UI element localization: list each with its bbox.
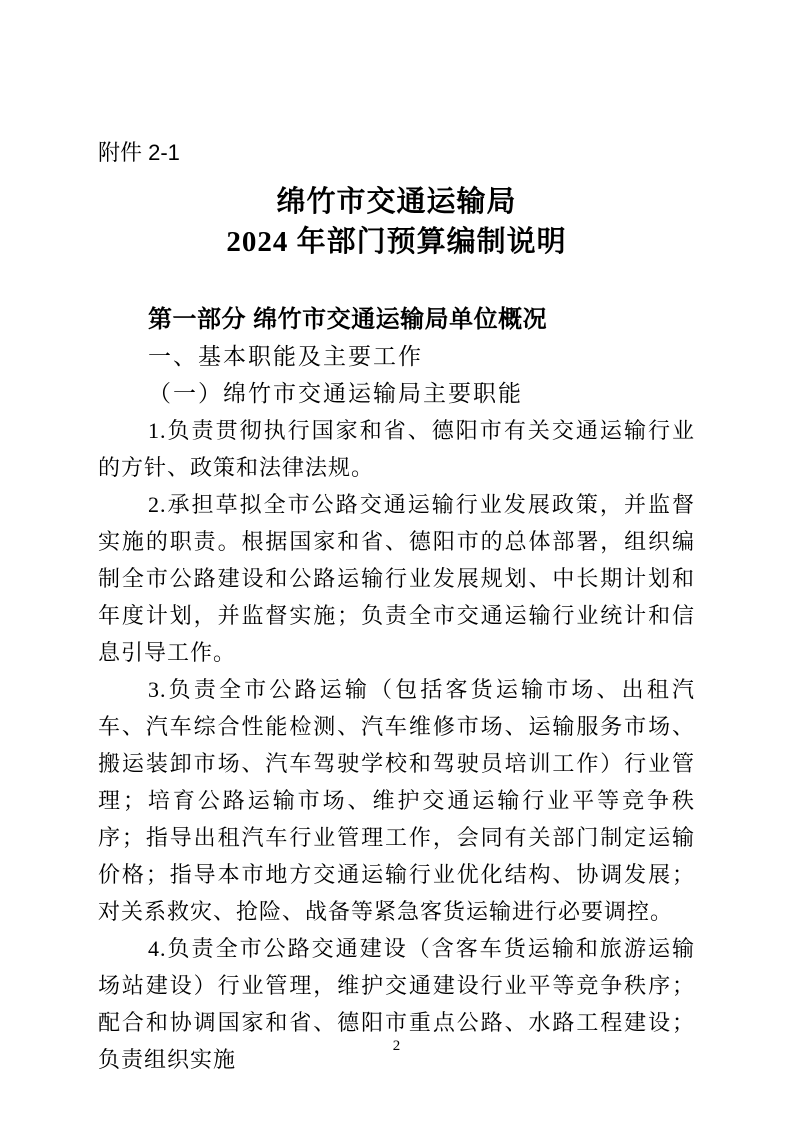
part-1-heading: 第一部分 绵竹市交通运输局单位概况	[148, 306, 548, 333]
paragraph-1: 1.负责贯彻执行国家和省、德阳市有关交通运输行业的方针、政策和法律法规。	[98, 418, 695, 480]
document-title-line-1: 绵竹市交通运输局	[276, 186, 517, 218]
attachment-label: 附件 2-1	[98, 140, 180, 165]
document-title-line-2: 2024 年部门预算编制说明	[226, 226, 567, 258]
clause-1-heading: （一）绵竹市交通运输局主要职能	[148, 381, 523, 406]
paragraph-4: 4.负责全市公路交通建设（含客车货运输和旅游运输场站建设）行业管理，维护交通建设行业平等竞争秩序；配合和协调国家和省、德阳市重点公路、水路工程建设；负责组织实施	[98, 936, 695, 1072]
paragraph-3: 3.负责全市公路运输（包括客货运输市场、出租汽车、汽车综合性能检测、汽车维修市场、运输服务市场、搬运装卸市场、汽车驾驶学校和驾驶员培训工作）行业管理；培育公路运输市场、维护交通运输行业平等竞争秩序；指导出租汽车行业管理工作，会同有关部门制定运输价格；指导本市地方交通运输行业优化结构、协调发展；对关系救灾、抢险、战备等紧急客货运输进行必要调控。	[98, 677, 695, 924]
page-number: 2	[392, 1038, 401, 1054]
section-1-heading: 一、基本职能及主要工作	[148, 344, 423, 369]
paragraph-2: 2.承担草拟全市公路交通运输行业发展政策，并监督实施的职责。根据国家和省、德阳市的总体部署，组织编制全市公路建设和公路运输行业发展规划、中长期计划和年度计划，并监督实施；负责全市交通运输行业统计和信息引导工作。	[98, 492, 695, 665]
document-title	[98, 182, 695, 262]
